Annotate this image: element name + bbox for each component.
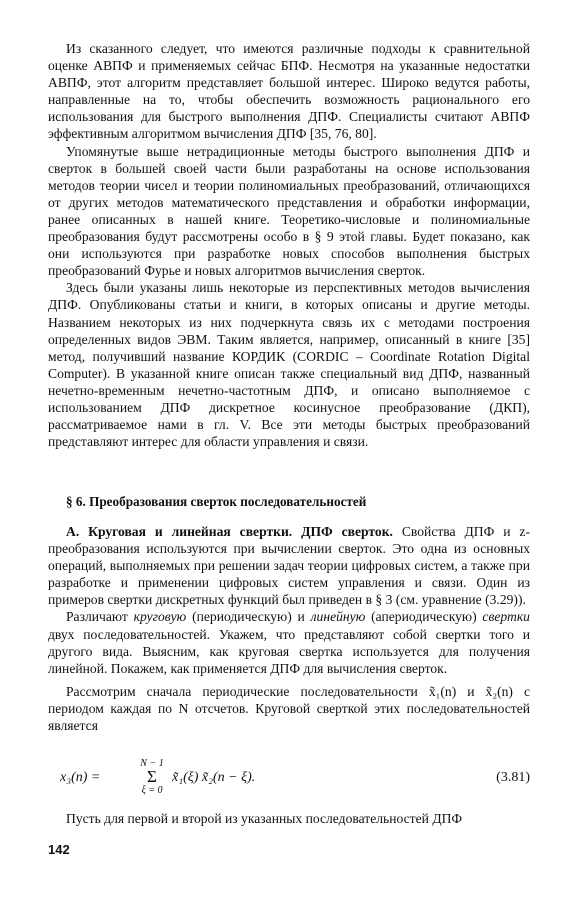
paragraph-periodic: Рассмотрим сначала периодические последовательности x̃₁(n) и x̃₂(n) с периодом каждая по N отсчетов. Круговой сверткой этих последовательностей является: [48, 683, 530, 734]
paragraph-subsection-a: [48, 523, 530, 608]
formula-3-81: [60, 758, 530, 808]
top-text-block: [48, 40, 530, 450]
paragraph-other-methods: Здесь были указаны лишь некоторые из перспективных методов вычисления ДПФ. Опубликованы статьи и книги, в которых описаны и другие методы. Названием некоторых из них подчеркнута связь их с методами построения определенных видов ЭВМ. Таким является, например, описанный в книге [35] метод, получивший название КОРДИК (CORDIC – Coordinate Rotation Digital Computer). В указанной книге описан также специальный вид ДПФ, названный нечетно-временным нечетно-частотным ДПФ, и описано выполняемое с использованием ДПФ дискретное косинусное преобразование (ДКП), рассматриваемое нами в гл. V. Все эти методы быстрых преобразований представляют интерес для области управления и связи.: [48, 280, 530, 450]
paragraph-nontraditional-methods: Упомянутые выше нетрадиционные методы быстрого выполнения ДПФ и сверток в большей своей части были разработаны на основе использования методов теории чисел и теории полиномиальных преобразований, отличающихся от других методов математического представления и обработки информации, ранее описанных в нашей книге. Теоретико-числовые и полиномиальные преобразования будут рассмотрены особо в § 9 этой главы. Будет показано, как они используются при разработке новых способов выполнения быстрых преобразований Фурье и новых алгоритмов вычисления сверток.: [48, 143, 530, 279]
bottom-text-block: [48, 810, 530, 827]
page-number: 142: [48, 842, 70, 857]
paragraph-circular-linear: [48, 608, 530, 676]
term-linear: линейную: [310, 609, 366, 625]
term-circular: круговую: [133, 609, 187, 625]
section-heading: § 6. Преобразования сверток последовательностей: [66, 494, 367, 509]
text-run: двух последовательностей. Укажем, что представляют собой свертки того и другого вида. Выясним, как круговая свертка используется для получения линейной. Покажем, как применяется ДПФ для вычисления сверток.: [48, 626, 530, 676]
summation: [137, 758, 167, 796]
formula-lhs: x₃(n) =: [60, 770, 101, 785]
formula-rhs: x̃₁(ξ) x̃₂(n − ξ).: [172, 770, 256, 785]
term-convolutions: свертки: [482, 609, 530, 625]
paragraph-avpf: Из сказанного следует, что имеются различные подходы к сравнительной оценке АВПФ и применяемых сейчас БПФ. Несмотря на указанные недостатки АВПФ, этот алгоритм представляет большой интерес. Широко ведутся работы, направленные на то, чтобы обеспечить возможность рационального его использования для быстрого выполнения ДПФ. Специалисты считают АВПФ эффективным алгоритмом вычисления ДПФ [35, 76, 80].: [48, 41, 530, 142]
subsection-title: А. Круговая и линейная свертки. ДПФ сверток.: [66, 524, 393, 539]
text-run: (периодическую) и: [186, 609, 311, 625]
subsection-body: Свойства ДПФ и z-преобразования используются при вычислении сверток. Это одна из основных операций, выполняемых при решении задач теории цифровых систем, а также при разработке и применении цифровых систем управления и связи. Один из примеров свертки дискретных функций был приведен в § 3 (см. уравнение (3.29)).: [48, 524, 530, 608]
equation-number: (3.81): [496, 770, 530, 785]
text-run: Различают: [66, 609, 134, 625]
section-text-block: [48, 523, 530, 734]
sigma-symbol: Σ: [147, 767, 157, 786]
lower-limit: ξ = 0: [141, 785, 163, 796]
paragraph-last: Пусть для первой и второй из указанных последовательностей ДПФ: [66, 811, 463, 826]
text-run: (апериодическую): [365, 609, 483, 625]
upper-limit: N − 1: [140, 758, 164, 769]
